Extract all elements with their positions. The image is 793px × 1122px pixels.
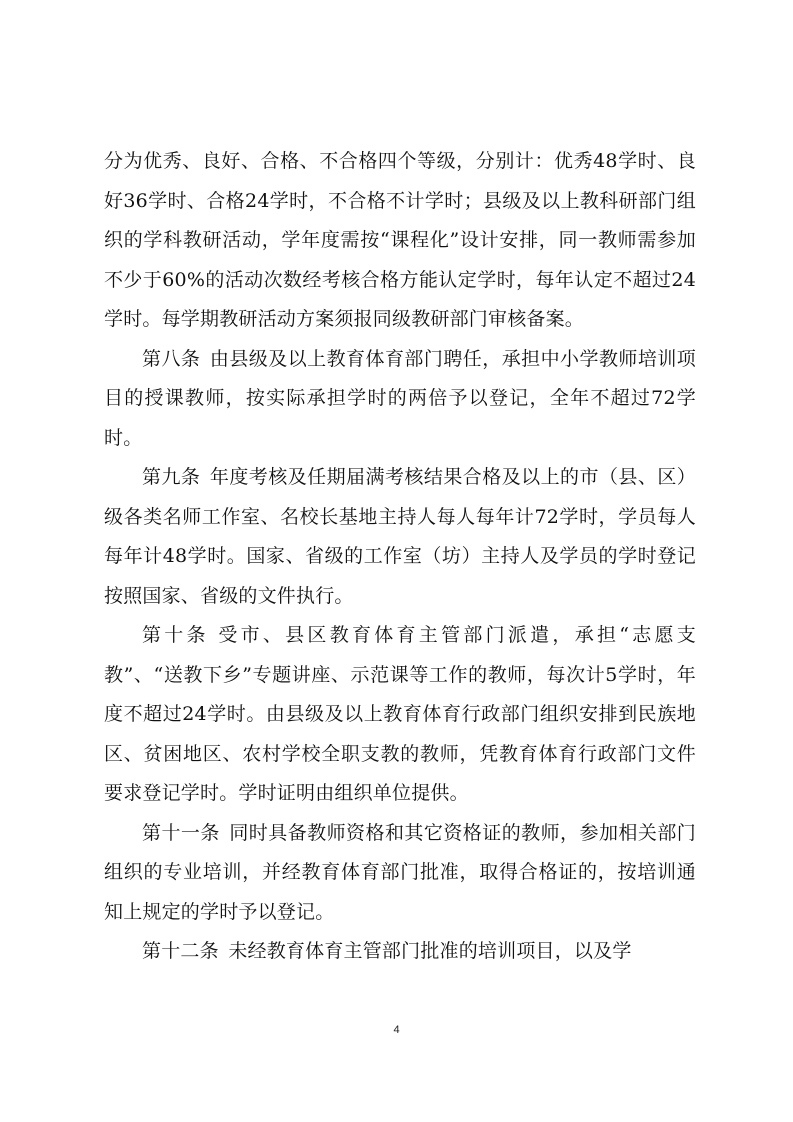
article-11-paragraph [104,814,696,933]
paragraph-text: 由县级及以上教育体育部门聘任，承担中小学教师培训项目的授课教师，按实际承担学时的两倍予以登记，全年不超过72学时。 [104,347,696,449]
page-number: 4 [393,1024,400,1036]
paragraph-text: 分为优秀、良好、合格、不合格四个等级，分别计：优秀48学时、良好36学时、合格24学时，不合格不计学时；县级及以上教科研部门组织的学科教研活动，学年度需按“课程化”设计安排，同一教师需参加不少于60%的活动次数经考核合格方能认定学时，每年认定不超过24学时。每学期教研活动方案须报同级教研部门审核备案。 [104,150,696,330]
article-label: 第十条 [142,624,209,646]
paragraph-text: 受市、县区教育体育主管部门派遣，承担“志愿支教”、“送教下乡”专题讲座、示范课等工作的教师，每次计5学时，年度不超过24学时。由县级及以上教育体育行政部门组织安排到民族地区、贫困地区、农村学校全职支教的教师，凭教育体育行政部门文件要求登记学时。学时证明由组织单位提供。 [104,624,696,804]
article-8-paragraph [104,340,696,459]
article-9-paragraph [104,458,696,616]
article-label: 第十二条 [142,940,219,962]
article-12-paragraph [104,932,696,972]
document-body [104,142,696,972]
article-label: 第八条 [142,347,201,370]
article-10-paragraph [104,616,696,814]
paragraph-continuation [104,142,696,340]
paragraph-text: 同时具备教师资格和其它资格证的教师，参加相关部门组织的专业培训，并经教育体育部门批准，取得合格证的，按培训通知上规定的学时予以登记。 [104,821,696,923]
paragraph-text: 未经教育体育主管部门批准的培训项目，以及学 [228,940,632,962]
article-label: 第十一条 [142,821,220,844]
article-label: 第九条 [142,466,201,488]
paragraph-text: 年度考核及任期届满考核结果合格及以上的市（县、区）级各类名师工作室、名校长基地主持人每人每年计72学时，学员每人每年计48学时。国家、省级的工作室（坊）主持人及学员的学时登记按照国家、省级的文件执行。 [104,466,696,607]
